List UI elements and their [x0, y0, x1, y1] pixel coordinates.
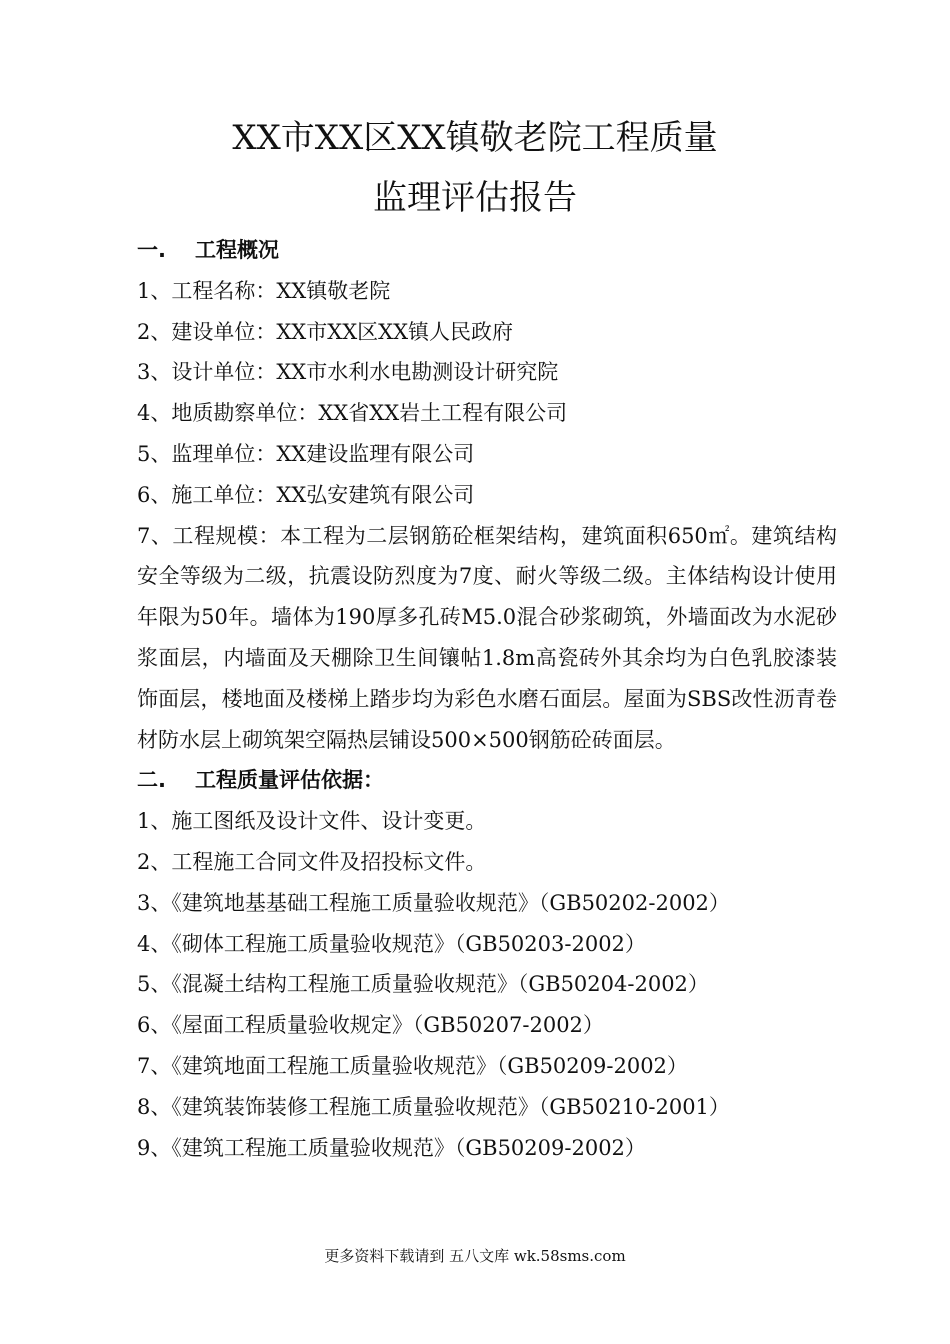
- list-item: 6、施工单位：XX弘安建筑有限公司: [137, 482, 475, 507]
- list-item: 8、《建筑装饰装修工程施工质量验收规范》（GB50210-2001）: [137, 1094, 730, 1119]
- document-body: [137, 230, 837, 1168]
- list-item: 3、设计单位：XX市水利水电勘测设计研究院: [137, 360, 559, 385]
- list-item: 4、《砌体工程施工质量验收规范》（GB50203-2002）: [137, 931, 646, 956]
- list-item: 2、工程施工合同文件及招投标文件。: [137, 849, 487, 874]
- list-item: 7、《建筑地面工程施工质量验收规范》（GB50209-2002）: [137, 1053, 688, 1078]
- list-item: 6、《屋面工程质量验收规定》（GB50207-2002）: [137, 1013, 604, 1038]
- list-item: 2、建设单位：XX市XX区XX镇人民政府: [137, 319, 514, 344]
- section-heading-overview: [137, 230, 837, 271]
- page-footer: 更多资料下载请到 五八文库 wk.58sms.com: [324, 1247, 626, 1265]
- list-item: 4、地质勘察单位：XX省XX岩土工程有限公司: [137, 401, 568, 426]
- document-title-line-2: 监理评估报告: [373, 178, 577, 218]
- section-title: 工程概况: [195, 238, 279, 262]
- section-number: 二.: [137, 768, 166, 793]
- document-title-line-1: XX市XX区XX镇敬老院工程质量: [232, 118, 718, 158]
- list-item: 1、施工图纸及设计文件、设计变更。: [137, 809, 487, 834]
- list-item: 5、监理单位：XX建设监理有限公司: [137, 441, 475, 466]
- section-heading-evaluation-basis: [137, 760, 837, 801]
- project-scale-paragraph: 7、工程规模：本工程为二层钢筋砼框架结构，建筑面积650㎡。建筑结构安全等级为二级，抗震设防烈度为7度、耐火等级二级。主体结构设计使用年限为50年。墙体为190厚多孔砖M5.0混合砂浆砌筑，外墙面改为水泥砂浆面层，内墙面及天棚除卫生间镶帖1.8m高瓷砖外其余均为白色乳胶漆装饰面层，楼地面及楼梯上踏步均为彩色水磨石面层。屋面为SBS改性沥青卷材防水层上砌筑架空隔热层铺设500×500钢筋砼砖面层。: [137, 523, 837, 752]
- list-item: 3、《建筑地基基础工程施工质量验收规范》（GB50202-2002）: [137, 890, 730, 915]
- section-title: 工程质量评估依据：: [195, 768, 384, 793]
- list-item: 1、工程名称：XX镇敬老院: [137, 278, 391, 303]
- list-item: 9、《建筑工程施工质量验收规范》（GB50209-2002）: [137, 1135, 646, 1160]
- list-item: 5、《混凝土结构工程施工质量验收规范》（GB50204-2002）: [137, 972, 709, 997]
- section-number: 一.: [137, 238, 166, 262]
